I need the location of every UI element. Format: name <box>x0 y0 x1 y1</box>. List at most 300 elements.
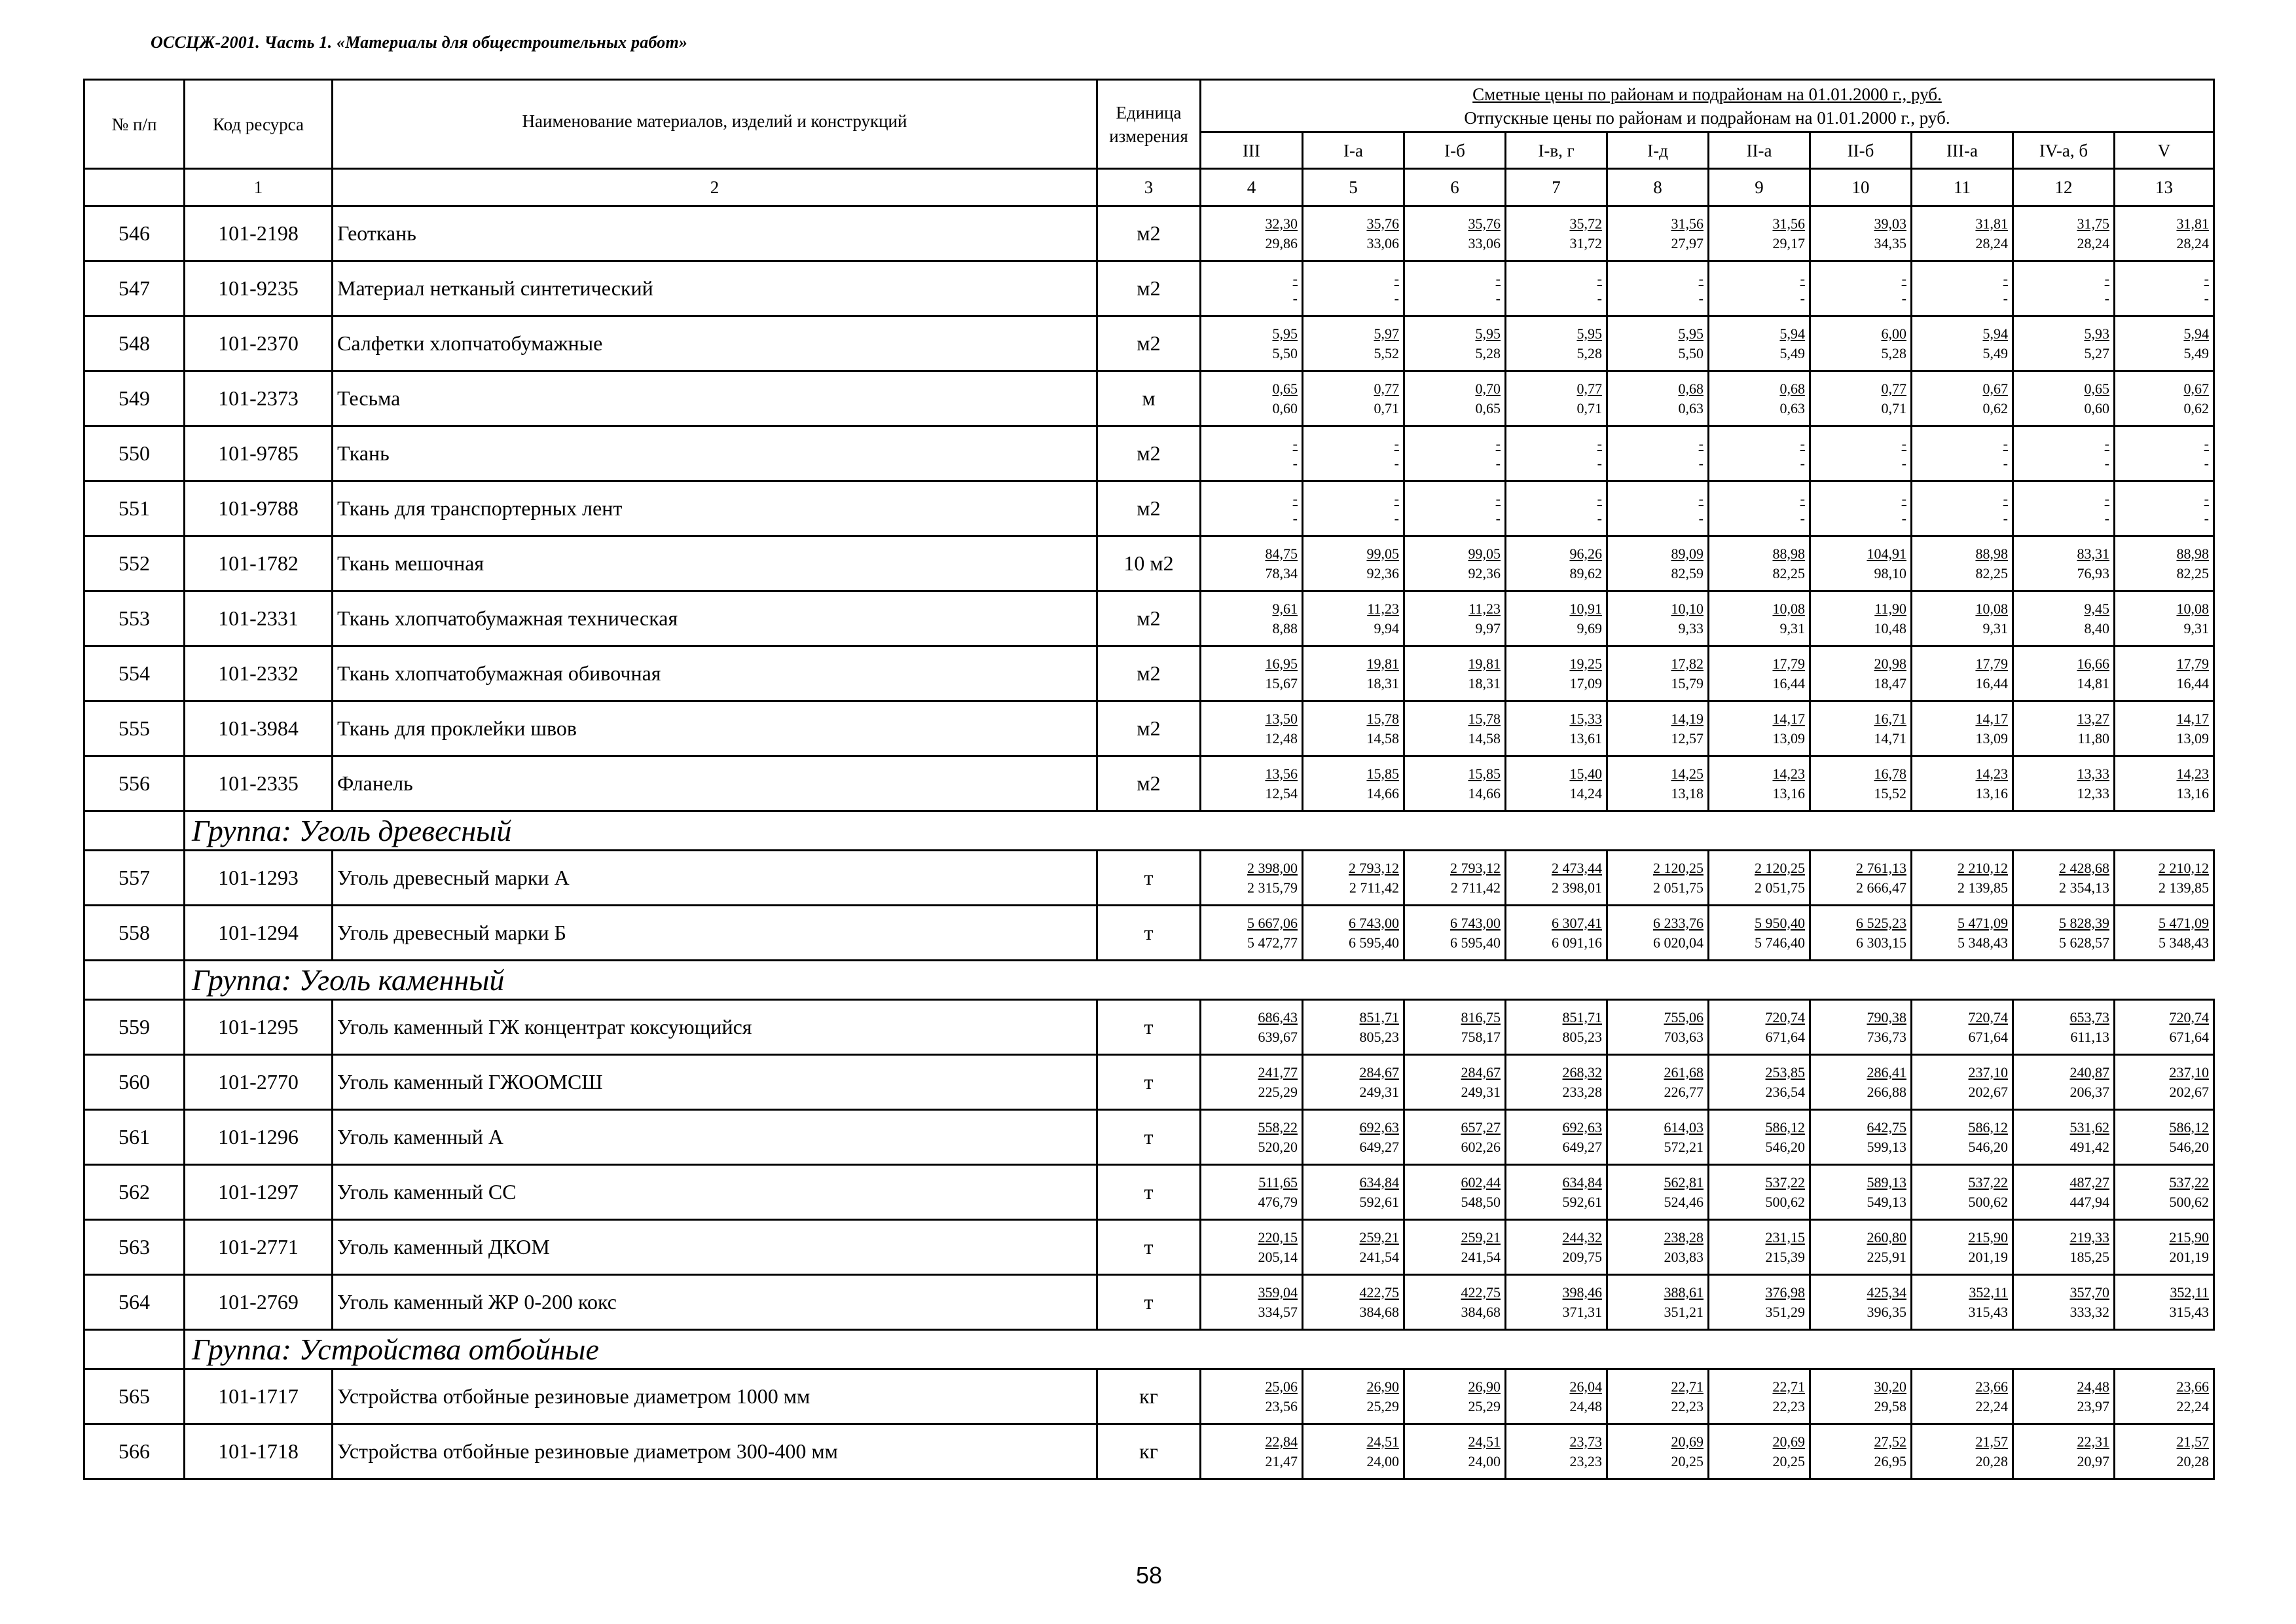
price-cell <box>1709 701 1810 756</box>
price-cell <box>1810 316 1912 371</box>
group-row <box>84 1330 2214 1369</box>
estimate-price: - <box>1800 270 1805 287</box>
estimate-price: 586,12 <box>1968 1118 2008 1135</box>
release-price: 24,48 <box>1569 1397 1602 1414</box>
estimate-price: 24,51 <box>1366 1433 1399 1450</box>
price-cell <box>1709 851 1810 906</box>
header-column-number: 12 <box>2013 169 2115 206</box>
estimate-price: 13,33 <box>2077 765 2109 782</box>
price-cell <box>1404 851 1506 906</box>
estimate-price: 83,31 <box>2077 545 2109 562</box>
release-price: 5,50 <box>1272 344 1298 361</box>
table-row <box>84 906 2214 961</box>
estimate-price: - <box>2204 270 2209 287</box>
price-cell <box>1709 1369 1810 1424</box>
unit: кг <box>1097 1369 1201 1424</box>
unit: т <box>1097 1110 1201 1165</box>
release-price: 9,69 <box>1576 619 1602 637</box>
price-cell <box>1709 1055 1810 1110</box>
estimate-price: - <box>1800 435 1805 452</box>
price-cell <box>1303 316 1404 371</box>
price-cell <box>1912 851 2013 906</box>
release-price: 206,37 <box>2069 1083 2109 1100</box>
release-price: - <box>1800 454 1805 471</box>
price-cell <box>1201 1369 1303 1424</box>
estimate-price: 261,68 <box>1664 1063 1704 1080</box>
table-row <box>84 1369 2214 1424</box>
release-price: 2 354,13 <box>2059 879 2109 896</box>
table-row <box>84 1165 2214 1220</box>
price-cell <box>1303 591 1404 646</box>
estimate-price: 357,70 <box>2069 1283 2109 1301</box>
estimate-price: 851,71 <box>1359 1008 1399 1025</box>
material-name: Уголь каменный ГЖ концентрат коксующийся <box>333 1000 1097 1055</box>
table-row <box>84 1055 2214 1110</box>
header-region: III-а <box>1912 132 2013 169</box>
release-price: 249,31 <box>1461 1083 1501 1100</box>
table-row <box>84 756 2214 811</box>
price-cell <box>2115 906 2214 961</box>
release-price: 14,71 <box>1874 729 1906 747</box>
estimate-price: 31,75 <box>2077 215 2109 232</box>
release-price: 6 091,16 <box>1552 934 1602 951</box>
estimate-price: 11,90 <box>1874 600 1906 617</box>
material-name: Уголь каменный ДКОМ <box>333 1220 1097 1275</box>
price-cell <box>1709 1165 1810 1220</box>
price-cell <box>1201 1000 1303 1055</box>
price-cell <box>1303 206 1404 261</box>
estimate-price: - <box>1698 490 1704 507</box>
estimate-price: 260,80 <box>1867 1228 1906 1246</box>
table-row <box>84 1424 2214 1479</box>
row-number: 566 <box>84 1424 185 1479</box>
price-cell <box>1709 1110 1810 1165</box>
release-price: 24,00 <box>1366 1452 1399 1469</box>
price-cell <box>1404 646 1506 701</box>
price-cell <box>2013 701 2115 756</box>
material-name: Устройства отбойные резиновые диаметром 1000 мм <box>333 1369 1097 1424</box>
price-cell <box>2013 851 2115 906</box>
estimate-price: 39,03 <box>1874 215 1906 232</box>
price-cell <box>1303 1220 1404 1275</box>
price-cell <box>1709 1275 1810 1330</box>
document-header: ОССЦЖ-2001. Часть 1. «Материалы для общестроительных работ» <box>151 33 688 52</box>
header-prices-title: Сметные цены по районам и подрайонам на 01.01.2000 г., руб. <box>1472 84 1942 104</box>
price-cell <box>2013 316 2115 371</box>
release-price: 6 303,15 <box>1856 934 1906 951</box>
estimate-price: 17,79 <box>1975 655 2008 672</box>
estimate-price: 425,34 <box>1867 1283 1906 1301</box>
release-price: 315,43 <box>1968 1303 2008 1320</box>
estimate-price: 16,71 <box>1874 710 1906 727</box>
material-name: Уголь каменный СС <box>333 1165 1097 1220</box>
row-number: 546 <box>84 206 185 261</box>
unit: т <box>1097 1000 1201 1055</box>
row-number: 564 <box>84 1275 185 1330</box>
table-row <box>84 1110 2214 1165</box>
estimate-price: 6 743,00 <box>1349 914 1399 931</box>
header-region: I-в, г <box>1506 132 1607 169</box>
price-cell <box>1506 426 1607 481</box>
price-cell <box>1201 1110 1303 1165</box>
release-price: 209,75 <box>1562 1248 1602 1265</box>
header-column-number: 10 <box>1810 169 1912 206</box>
release-price: 671,64 <box>2169 1028 2209 1045</box>
release-price: 5,49 <box>1982 344 2008 361</box>
estimate-price: 0,68 <box>1779 380 1805 397</box>
row-number: 559 <box>84 1000 185 1055</box>
release-price: 758,17 <box>1461 1028 1501 1045</box>
price-cell <box>1912 206 2013 261</box>
release-price: - <box>1901 454 1906 471</box>
release-price: 16,44 <box>1772 674 1805 692</box>
price-cell <box>2013 206 2115 261</box>
release-price: 225,91 <box>1867 1248 1906 1265</box>
resource-code: 101-1294 <box>185 906 333 961</box>
release-price: 0,63 <box>1779 399 1805 416</box>
estimate-price: 14,17 <box>1772 710 1805 727</box>
release-price: 546,20 <box>1968 1138 2008 1155</box>
unit: т <box>1097 851 1201 906</box>
header-num: № п/п <box>84 80 185 169</box>
estimate-price: - <box>1597 435 1602 452</box>
row-number: 562 <box>84 1165 185 1220</box>
release-price: 524,46 <box>1664 1193 1704 1210</box>
release-price: 5,28 <box>1475 344 1501 361</box>
price-cell <box>1810 1055 1912 1110</box>
price-cell <box>1810 646 1912 701</box>
release-price: 23,23 <box>1569 1452 1602 1469</box>
price-cell <box>2115 1275 2214 1330</box>
price-cell <box>1201 756 1303 811</box>
release-price: 9,31 <box>2183 619 2209 637</box>
unit: кг <box>1097 1424 1201 1479</box>
price-cell <box>1303 851 1404 906</box>
estimate-price: 6 233,76 <box>1653 914 1704 931</box>
estimate-price: 634,84 <box>1562 1173 1602 1190</box>
release-price: 203,83 <box>1664 1248 1704 1265</box>
price-cell <box>1810 1369 1912 1424</box>
release-price: 22,23 <box>1671 1397 1704 1414</box>
estimate-price: 9,61 <box>1272 600 1298 617</box>
table-row <box>84 261 2214 316</box>
price-cell <box>1506 316 1607 371</box>
release-price: 572,21 <box>1664 1138 1704 1155</box>
price-cell <box>1506 646 1607 701</box>
header-column-number: 7 <box>1506 169 1607 206</box>
header-column-number: 9 <box>1709 169 1810 206</box>
estimate-price: 6 743,00 <box>1450 914 1501 931</box>
page-number: 58 <box>1135 1562 1163 1589</box>
release-price: 15,52 <box>1874 784 1906 802</box>
estimate-price: 398,46 <box>1562 1283 1602 1301</box>
price-cell <box>1607 646 1709 701</box>
estimate-price: 0,77 <box>1576 380 1602 397</box>
estimate-price: 84,75 <box>1265 545 1298 562</box>
release-price: 241,54 <box>1461 1248 1501 1265</box>
estimate-price: 21,57 <box>1975 1433 2008 1450</box>
estimate-price: 15,78 <box>1366 710 1399 727</box>
price-cell <box>1810 1275 1912 1330</box>
price-cell <box>2013 261 2115 316</box>
price-cell <box>1607 536 1709 591</box>
release-price: 20,97 <box>2077 1452 2109 1469</box>
estimate-price: - <box>1597 490 1602 507</box>
price-cell <box>1303 1275 1404 1330</box>
material-name: Уголь каменный ЖР 0-200 кокс <box>333 1275 1097 1330</box>
release-price: 13,09 <box>1772 729 1805 747</box>
price-cell <box>1810 701 1912 756</box>
estimate-price: 241,77 <box>1258 1063 1298 1080</box>
estimate-price: 15,85 <box>1366 765 1399 782</box>
price-cell <box>2013 646 2115 701</box>
estimate-price: 6 525,23 <box>1856 914 1906 931</box>
price-cell <box>1607 851 1709 906</box>
header-column-number: 6 <box>1404 169 1506 206</box>
release-price: 28,24 <box>2176 234 2209 251</box>
estimate-price: 511,65 <box>1258 1173 1298 1190</box>
price-cell <box>1607 756 1709 811</box>
release-price: 9,31 <box>1982 619 2008 637</box>
release-price: - <box>2003 454 2008 471</box>
price-cell <box>1506 1424 1607 1479</box>
estimate-price: 790,38 <box>1867 1008 1906 1025</box>
estimate-price: 2 398,00 <box>1247 859 1298 876</box>
price-cell <box>1709 371 1810 426</box>
price-cell <box>1607 1055 1709 1110</box>
estimate-price: - <box>1800 490 1805 507</box>
resource-code: 101-3984 <box>185 701 333 756</box>
estimate-price: 10,08 <box>1975 600 2008 617</box>
unit: м2 <box>1097 206 1201 261</box>
table-row <box>84 1000 2214 1055</box>
header-region: II-а <box>1709 132 1810 169</box>
material-name: Геоткань <box>333 206 1097 261</box>
material-name: Ткань мешочная <box>333 536 1097 591</box>
estimate-price: 6,00 <box>1881 325 1906 342</box>
unit: м2 <box>1097 646 1201 701</box>
estimate-price: 21,57 <box>2176 1433 2209 1450</box>
release-price: - <box>2204 289 2209 306</box>
release-price: 82,25 <box>2176 564 2209 581</box>
resource-code: 101-9235 <box>185 261 333 316</box>
release-price: - <box>1597 509 1602 526</box>
estimate-price: 531,62 <box>2069 1118 2109 1135</box>
row-number: 554 <box>84 646 185 701</box>
release-price: 33,06 <box>1468 234 1501 251</box>
resource-code: 101-9785 <box>185 426 333 481</box>
table-row <box>84 371 2214 426</box>
release-price: 5,28 <box>1576 344 1602 361</box>
estimate-price: 24,51 <box>1468 1433 1501 1450</box>
resource-code: 101-2370 <box>185 316 333 371</box>
release-price: 5,27 <box>2084 344 2109 361</box>
estimate-price: 0,77 <box>1881 380 1906 397</box>
release-price: 25,29 <box>1366 1397 1399 1414</box>
estimate-price: 5,97 <box>1374 325 1399 342</box>
resource-code: 101-1293 <box>185 851 333 906</box>
estimate-price: 9,45 <box>2084 600 2109 617</box>
price-cell <box>1404 1369 1506 1424</box>
estimate-price: 5,95 <box>1272 325 1298 342</box>
price-cell <box>1810 1110 1912 1165</box>
estimate-price: 23,73 <box>1569 1433 1602 1450</box>
price-cell <box>1810 481 1912 536</box>
release-price: 241,54 <box>1359 1248 1399 1265</box>
price-cell <box>1303 646 1404 701</box>
price-cell <box>2115 1110 2214 1165</box>
estimate-price: 99,05 <box>1366 545 1399 562</box>
table-row <box>84 1220 2214 1275</box>
row-number: 557 <box>84 851 185 906</box>
estimate-price: 10,10 <box>1671 600 1704 617</box>
price-cell <box>2115 591 2214 646</box>
price-cell <box>2115 1000 2214 1055</box>
header-prices <box>1201 80 2214 132</box>
resource-code: 101-2373 <box>185 371 333 426</box>
price-cell <box>1201 536 1303 591</box>
release-price: 671,64 <box>1968 1028 2008 1045</box>
price-cell <box>1810 1220 1912 1275</box>
material-name: Ткань хлопчатобумажная техническая <box>333 591 1097 646</box>
estimate-price: 32,30 <box>1265 215 1298 232</box>
header-region: I-б <box>1404 132 1506 169</box>
price-cell <box>2115 851 2214 906</box>
price-cell <box>1404 906 1506 961</box>
estimate-price: 487,27 <box>2069 1173 2109 1190</box>
price-cell <box>1709 536 1810 591</box>
estimate-price: 5,94 <box>1982 325 2008 342</box>
material-name: Салфетки хлопчатобумажные <box>333 316 1097 371</box>
estimate-price: 35,76 <box>1366 215 1399 232</box>
price-cell <box>1912 1424 2013 1479</box>
price-cell <box>1506 1220 1607 1275</box>
price-cell <box>1303 701 1404 756</box>
estimate-price: 237,10 <box>1968 1063 2008 1080</box>
unit: т <box>1097 906 1201 961</box>
estimate-price: 20,69 <box>1772 1433 1805 1450</box>
price-cell <box>1810 756 1912 811</box>
price-cell <box>2013 1000 2115 1055</box>
estimate-price: 586,12 <box>1765 1118 1805 1135</box>
estimate-price: 352,11 <box>1969 1283 2008 1301</box>
price-cell <box>1506 1275 1607 1330</box>
release-price: 22,23 <box>1772 1397 1805 1414</box>
estimate-price: - <box>1495 270 1501 287</box>
price-cell <box>1404 756 1506 811</box>
price-cell <box>1912 701 2013 756</box>
estimate-price: 657,27 <box>1461 1118 1501 1135</box>
price-cell <box>1506 261 1607 316</box>
estimate-price: 231,15 <box>1765 1228 1805 1246</box>
estimate-price: 22,71 <box>1671 1378 1704 1395</box>
release-price: 649,27 <box>1562 1138 1602 1155</box>
release-price: 29,58 <box>1874 1397 1906 1414</box>
estimate-price: 0,65 <box>2084 380 2109 397</box>
price-cell <box>1607 701 1709 756</box>
estimate-price: 5,94 <box>1779 325 1805 342</box>
estimate-price: 5 950,40 <box>1755 914 1805 931</box>
release-price: 22,24 <box>1975 1397 2008 1414</box>
table-row <box>84 206 2214 261</box>
price-cell <box>2013 1220 2115 1275</box>
material-name: Уголь древесный марки Б <box>333 906 1097 961</box>
row-number: 565 <box>84 1369 185 1424</box>
price-cell <box>1506 701 1607 756</box>
estimate-price: 5 471,09 <box>1958 914 2008 931</box>
price-cell <box>1709 756 1810 811</box>
row-number: 556 <box>84 756 185 811</box>
release-price: 185,25 <box>2069 1248 2109 1265</box>
price-cell <box>1201 1424 1303 1479</box>
price-cell <box>1404 1220 1506 1275</box>
resource-code: 101-2771 <box>185 1220 333 1275</box>
release-price: 17,09 <box>1569 674 1602 692</box>
release-price: 12,33 <box>2077 784 2109 802</box>
price-cell <box>1709 1424 1810 1479</box>
estimate-price: 16,66 <box>2077 655 2109 672</box>
estimate-price: 219,33 <box>2069 1228 2109 1246</box>
release-price: - <box>2104 454 2109 471</box>
price-cell <box>1303 1055 1404 1110</box>
release-price: 202,67 <box>1968 1083 2008 1100</box>
release-price: 396,35 <box>1867 1303 1906 1320</box>
price-cell <box>1404 1110 1506 1165</box>
estimate-price: 13,56 <box>1265 765 1298 782</box>
release-price: 2 398,01 <box>1552 879 1602 896</box>
release-price: - <box>1800 509 1805 526</box>
resource-code: 101-1297 <box>185 1165 333 1220</box>
row-number: 558 <box>84 906 185 961</box>
estimate-price: 17,79 <box>1772 655 1805 672</box>
estimate-price: - <box>1394 270 1399 287</box>
price-cell <box>1506 536 1607 591</box>
release-price: 82,59 <box>1671 564 1704 581</box>
release-price: 0,62 <box>1982 399 2008 416</box>
unit: м2 <box>1097 756 1201 811</box>
price-cell <box>1810 426 1912 481</box>
price-cell <box>1201 1055 1303 1110</box>
price-cell <box>1404 701 1506 756</box>
estimate-price: 0,65 <box>1272 380 1298 397</box>
estimate-price: 388,61 <box>1664 1283 1704 1301</box>
price-cell <box>1607 1220 1709 1275</box>
estimate-price: 692,63 <box>1359 1118 1399 1135</box>
resource-code: 101-1782 <box>185 536 333 591</box>
price-cell <box>2115 206 2214 261</box>
price-cell <box>2115 1165 2214 1220</box>
price-cell <box>1303 426 1404 481</box>
price-cell <box>1506 481 1607 536</box>
material-name: Ткань для проклейки швов <box>333 701 1097 756</box>
estimate-price: 5,95 <box>1576 325 1602 342</box>
release-price: 13,09 <box>1975 729 2008 747</box>
price-cell <box>1201 371 1303 426</box>
estimate-price: 602,44 <box>1461 1173 1501 1190</box>
estimate-price: 2 793,12 <box>1349 859 1399 876</box>
release-price: 14,66 <box>1366 784 1399 802</box>
price-cell <box>2115 646 2214 701</box>
price-cell <box>1506 906 1607 961</box>
release-price: 2 711,42 <box>1450 879 1501 896</box>
price-cell <box>1709 1220 1810 1275</box>
group-row <box>84 811 2214 851</box>
estimate-price: 88,98 <box>1772 545 1805 562</box>
price-cell <box>1912 1165 2013 1220</box>
price-cell <box>1607 206 1709 261</box>
estimate-price: 20,69 <box>1671 1433 1704 1450</box>
estimate-price: 89,09 <box>1671 545 1704 562</box>
